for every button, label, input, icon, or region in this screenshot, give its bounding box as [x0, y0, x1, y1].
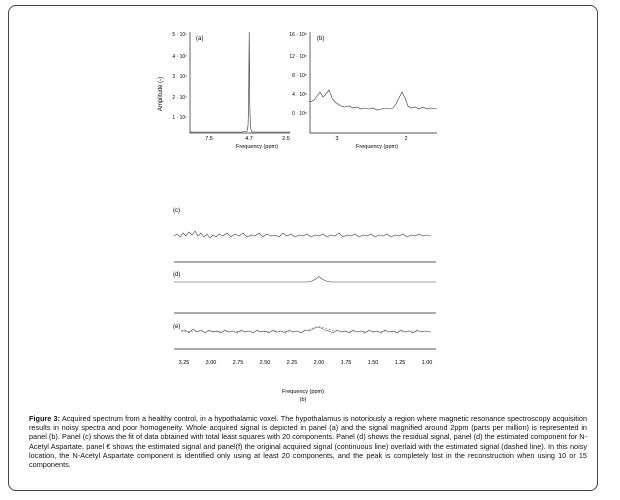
panel-b-ytick: 8 · 10⁵ — [292, 73, 307, 79]
panel-e-original — [181, 327, 431, 333]
panel-a-xtick: 7.5 — [205, 136, 213, 142]
bottom-sublabel: (b) — [299, 397, 307, 403]
panel-b-axes — [310, 32, 437, 133]
panel-b-xtick: 3 — [335, 136, 339, 142]
panel-c-label: (c) — [173, 208, 180, 214]
panel-a-label: (a) — [196, 36, 204, 42]
bottom-xtick: 2.50 — [259, 360, 271, 366]
panel-b-xlabel: Frequency (ppm) — [356, 144, 398, 150]
panel-c — [173, 208, 436, 262]
bottom-xtick: 2.25 — [286, 360, 298, 366]
panel-b-ytick: 0 · 10⁵ — [292, 111, 307, 117]
panel-a-spectrum — [190, 32, 290, 132]
bottom-axis — [179, 360, 433, 403]
panel-a-xtick: 4.7 — [245, 136, 253, 142]
figure-caption — [29, 414, 587, 469]
bottom-xtick: 2.00 — [313, 360, 325, 366]
bottom-xlabel: Frequency (ppm) — [282, 389, 324, 395]
panel-a-axes — [190, 32, 290, 133]
bottom-xtick: 2.75 — [232, 360, 244, 366]
panel-a — [158, 32, 290, 150]
bottom-xtick: 1.00 — [421, 360, 433, 366]
panel-a-ytick: 3 · 10⁷ — [172, 74, 187, 80]
panel-a-ytick: 4 · 10⁷ — [172, 54, 187, 60]
panel-a-ytick: 2 · 10⁷ — [172, 95, 187, 101]
bottom-xtick: 3.00 — [205, 360, 217, 366]
panel-e-label: (e) — [173, 324, 181, 330]
panel-d-component — [174, 277, 436, 283]
panel-d-label: (d) — [173, 272, 181, 278]
panel-d — [173, 272, 436, 313]
panel-a-xlabel: Frequency (ppm) — [236, 144, 278, 150]
panel-c-signal — [174, 231, 431, 238]
panel-b-ytick: 16 · 10⁵ — [289, 32, 307, 38]
caption-label: Figure 3: — [29, 414, 61, 423]
panel-e — [173, 324, 436, 349]
panel-a-ytick: 1 · 10⁷ — [172, 115, 187, 121]
figure-frame — [8, 5, 598, 491]
caption-text: Acquired spectrum from a healthy control, in a hypothalamic voxel. The hypothalamus is notoriously a region where magnetic resonance spectroscopy acquisition results in noisy spectra and poor homogeneity. Whole acquired signal is depicted in panel (a) and the signal magnified around 2ppm (parts per million) is represented in panel (b). Panel (c) shows the fit of data obtained with total least squares with 20 components. Panel (d) shows the residual signal, panel (d) the estimated component for N-Acetyl Aspartate, panel € shows the estimated signal and panel(f) the original acquired signal (continuous line) overlaid with the estimated signal (dashed line). In this noisy location, the N-Acetyl Aspartate component is identified only using at least 20 components, and the peak is completely lost in the reconstruction when using 10 or 15 components. — [29, 414, 588, 470]
panel-b-label: (b) — [317, 36, 325, 42]
figure-svg — [19, 14, 587, 406]
bottom-xtick: 1.50 — [367, 360, 379, 366]
figure-area — [19, 14, 587, 406]
panel-b-ytick: 12 · 10⁵ — [289, 54, 307, 60]
bottom-xtick: 1.25 — [394, 360, 406, 366]
panel-a-ytick: 5 · 10⁷ — [172, 32, 187, 38]
panel-b-xtick: 2 — [404, 136, 408, 142]
panel-a-xtick: 2.5 — [282, 136, 290, 142]
bottom-xtick: 3.25 — [178, 360, 190, 366]
panel-a-ylabel: Amplitude (-) — [158, 76, 164, 112]
bottom-xtick: 1.75 — [340, 360, 352, 366]
panel-b-ytick: 4 · 10⁵ — [292, 92, 307, 98]
panel-b-spectrum — [310, 90, 437, 110]
panel-b — [289, 32, 437, 150]
